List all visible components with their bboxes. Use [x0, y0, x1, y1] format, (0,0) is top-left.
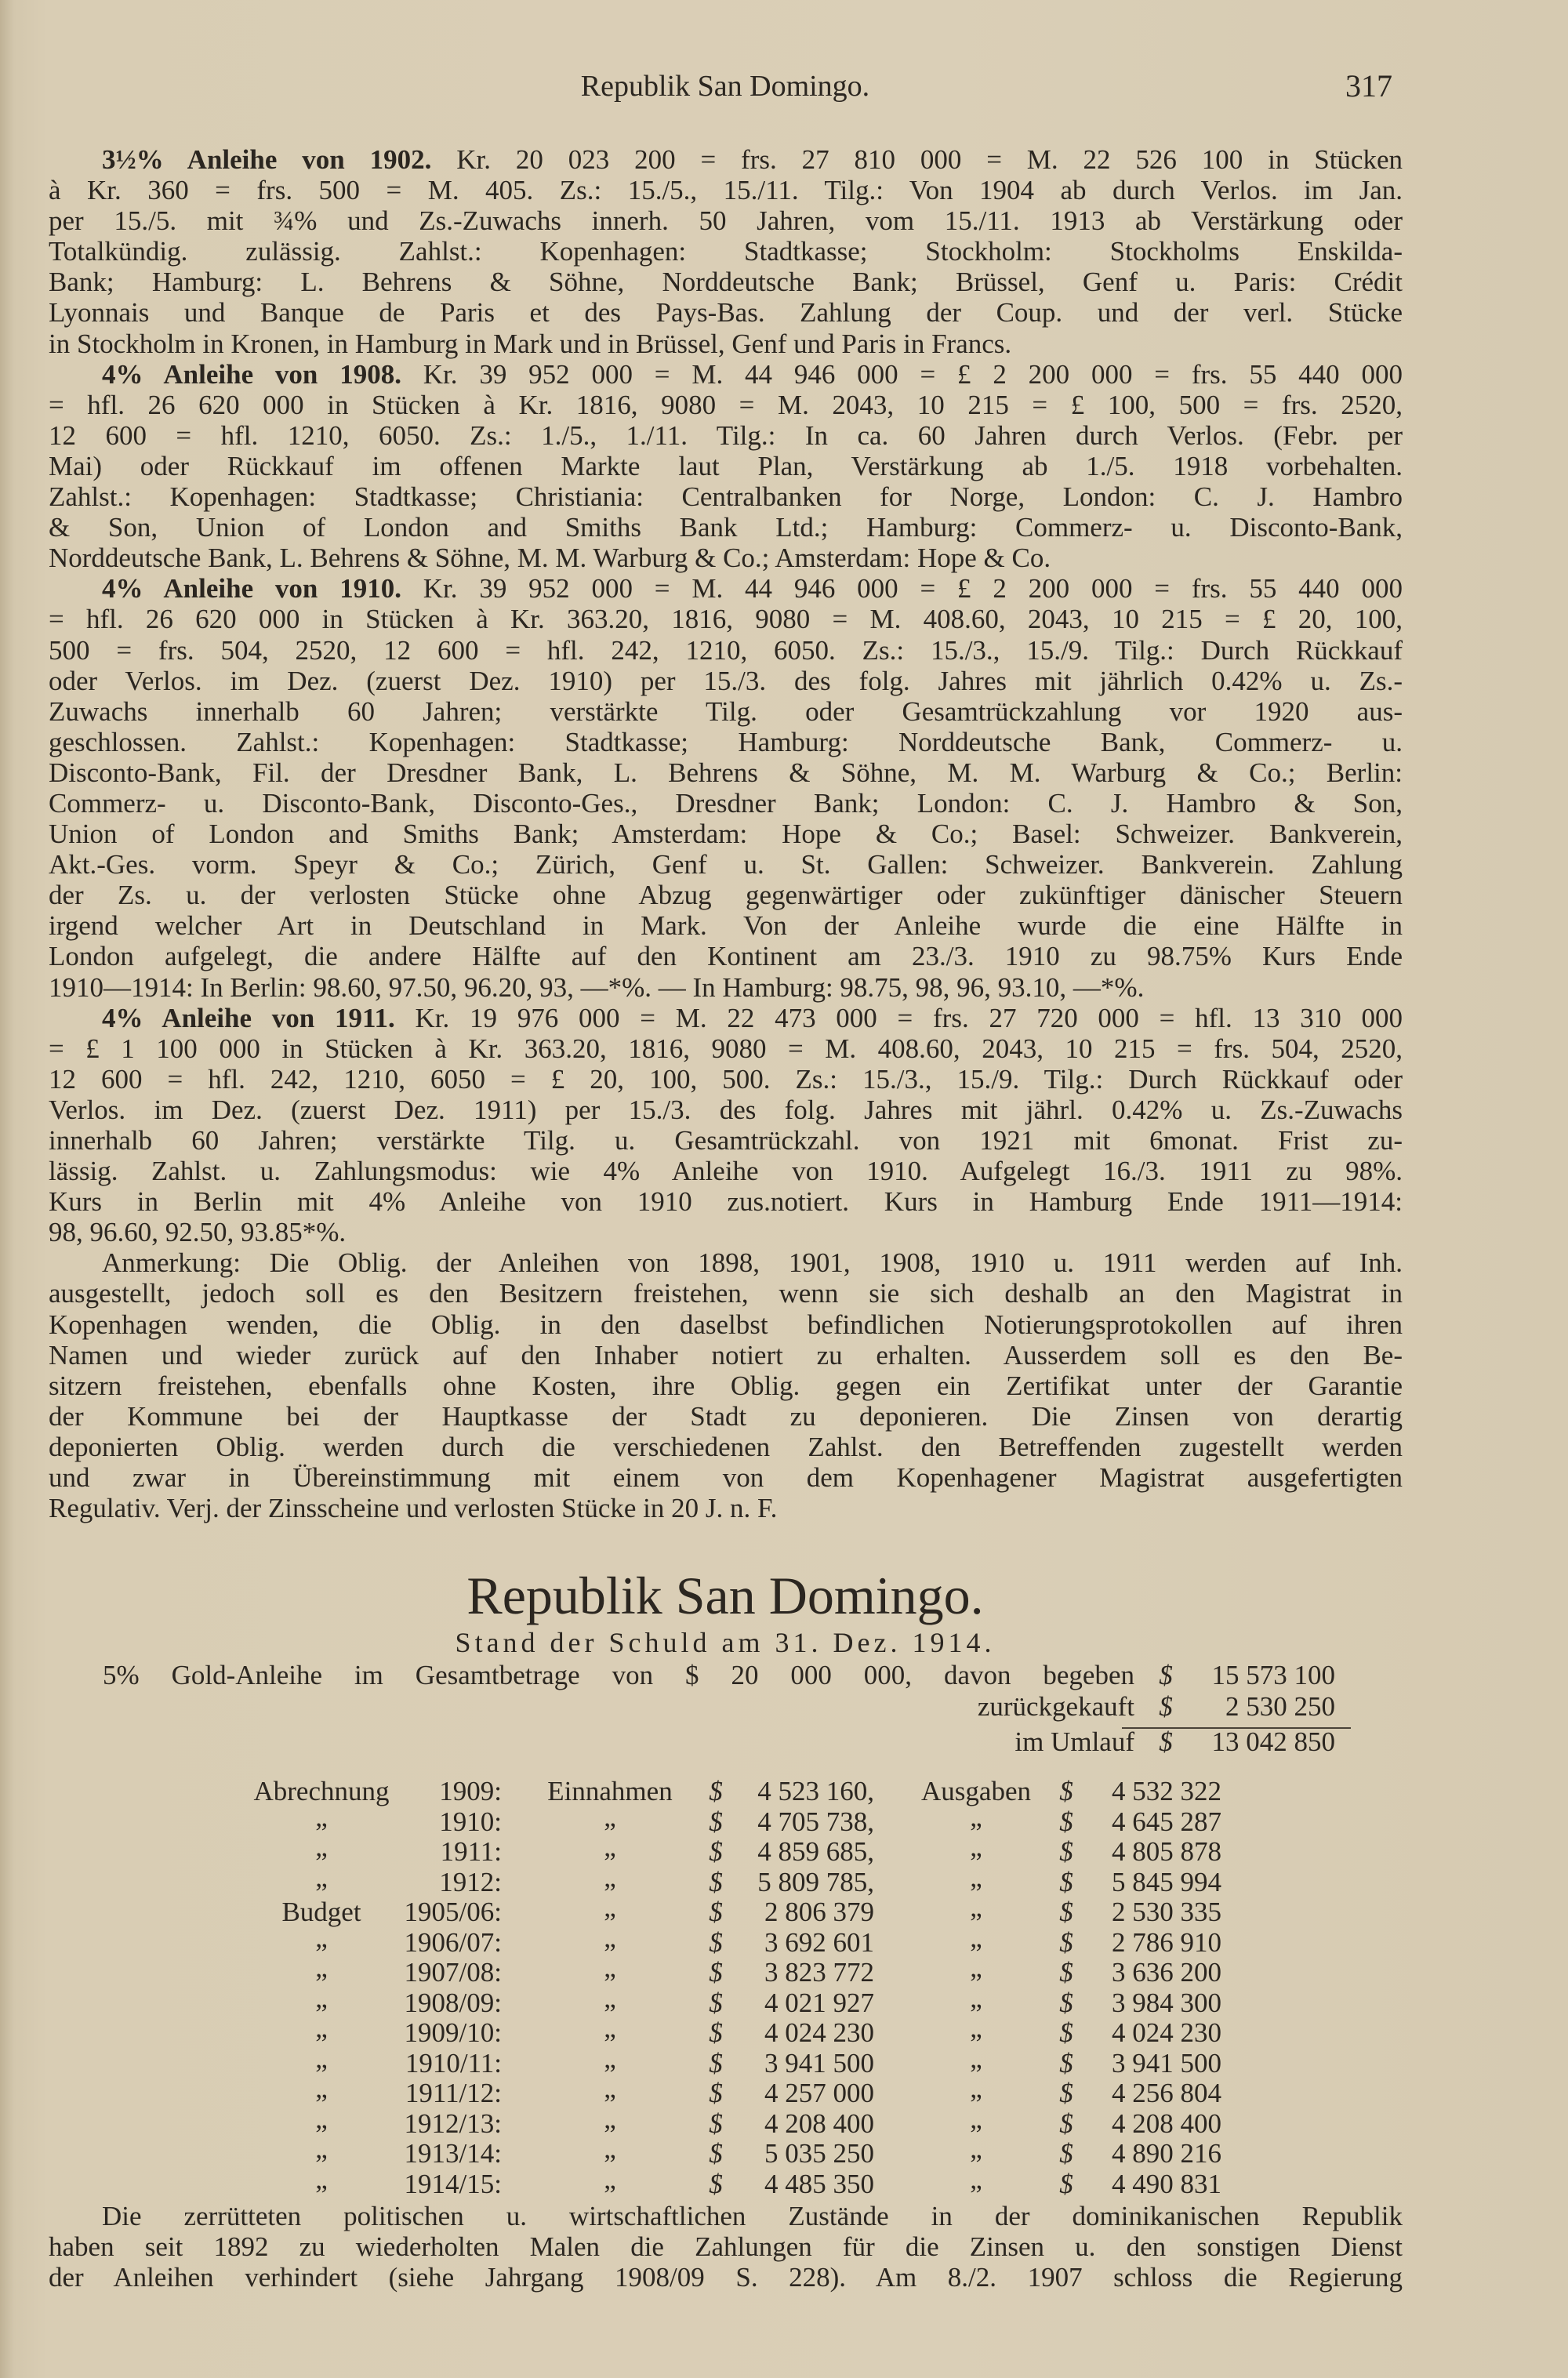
text-line: [49, 1278, 1403, 1309]
text-line: [49, 481, 1403, 512]
currency-symbol-text: $: [709, 2078, 723, 2108]
text-line: [49, 788, 1403, 819]
expense-value-text: 3 984 300: [1112, 1987, 1221, 2018]
line-text: Commerz- u. Disconto-Bank, Disconto-Ges., Dresdner Bank; London: C. J. Hambro & Son,: [49, 787, 1403, 819]
income-label-text: „: [604, 1952, 616, 1983]
row-year: [392, 2078, 502, 2109]
expense-label-text: „: [970, 2042, 982, 2074]
text-line: [49, 1125, 1403, 1156]
gold-loan-label: 5% Gold-Anleihe im Gesamtbetrage von $ 20 000 000, davon begeben: [103, 1660, 1134, 1690]
section-title: Republik San Domingo.: [466, 1566, 984, 1625]
expense-label-text: Ausgaben: [921, 1776, 1031, 1806]
row-year-text: 1911:: [440, 1836, 502, 1867]
line-text: Disconto-Bank, Fil. der Dresdner Bank, L. Behrens & Söhne, M. M. Warburg & Co.; Berlin:: [49, 757, 1403, 788]
line-text: Kr. 20 023 200 = frs. 27 810 000 = M. 22 526 100 in Stücken: [431, 144, 1403, 175]
expense-value: [1051, 1897, 1221, 1928]
income-label-text: „: [604, 2103, 616, 2134]
row-year: [392, 1988, 502, 2019]
bought-back-label: zurückgekauft: [977, 1691, 1134, 1722]
row-label-text: „: [315, 1922, 328, 1953]
expense-value: [1051, 1927, 1221, 1959]
expense-value-text: 4 024 230: [1112, 2017, 1221, 2048]
line-text: Kopenhagen wenden, die Oblig. in den daselbst befindlichen Notierungsprotokollen auf ihren: [49, 1309, 1403, 1340]
income-value: [706, 1776, 874, 1807]
expense-label-text: „: [970, 2073, 982, 2104]
loan-heading: 3½% Anleihe von 1902.: [102, 144, 432, 175]
income-value: [706, 2108, 874, 2140]
text-line: [49, 144, 1403, 175]
row-year: [392, 1776, 502, 1807]
line-text: 98, 96.60, 92.50, 93.85*%.: [49, 1217, 347, 1248]
line-text: 12 600 = hfl. 242, 1210, 6050 = £ 20, 100, 500. Zs.: 15./3., 15./9. Tilg.: Durch Rückkauf oder: [49, 1063, 1403, 1095]
row-label-text: „: [315, 1801, 328, 1832]
line-text: geschlossen. Zahlst.: Kopenhagen: Stadtkasse; Hamburg: Norddeutsche Bank, Commerz- u.: [49, 726, 1403, 757]
text-line: [49, 727, 1403, 757]
currency-symbol-text: $: [1059, 1866, 1073, 1897]
currency-symbol-text: $: [709, 2138, 723, 2169]
expense-label-text: „: [970, 1861, 982, 1893]
income-label-text: Einnahmen: [547, 1776, 673, 1806]
income-value-text: 4 859 685,: [757, 1836, 874, 1867]
row-year: [392, 2169, 502, 2200]
line-text: & Son, Union of London and Smiths Bank Ltd.; Hamburg: Commerz- u. Disconto-Bank,: [49, 512, 1403, 543]
income-value-text: 4 523 160,: [757, 1776, 874, 1806]
running-head: Republik San Domingo.: [580, 70, 870, 103]
text-line: [49, 972, 1403, 1003]
text-line: [49, 1247, 1403, 1278]
income-value: [706, 1988, 874, 2019]
text-line: haben seit 1892 zu wiederholten Malen die Zahlungen für die Zinsen u. den sonstigen Dienst: [49, 2231, 1403, 2263]
row-label-text: „: [315, 1861, 328, 1893]
currency-symbol-text: $: [709, 1957, 723, 1988]
text-line: [49, 1309, 1403, 1340]
text-line: [49, 543, 1403, 573]
text-line: [49, 1095, 1403, 1125]
line-text: Zuwachs innerhalb 60 Jahren; verstärkte Tilg. oder Gesamtrückzahlung vor 1920 aus-: [49, 695, 1403, 727]
income-label-text: „: [604, 1832, 616, 1862]
text-line: [49, 451, 1403, 481]
text-line: [49, 757, 1403, 788]
expense-value-text: 5 845 994: [1112, 1866, 1221, 1897]
text-line: [49, 236, 1403, 267]
income-value: [706, 2017, 874, 2049]
currency-symbol: $: [1159, 1660, 1173, 1690]
currency-symbol-text: $: [709, 1776, 723, 1806]
line-text: = hfl. 26 620 000 in Stücken à Kr. 1816, 9080 = M. 2043, 10 215 = £ 100, 500 = frs. 2520,: [49, 389, 1403, 420]
row-year-text: 1912:: [439, 1866, 502, 1897]
row-year-text: 1910/11:: [405, 2047, 502, 2078]
currency-symbol-text: $: [1059, 1776, 1073, 1806]
income-label-text: „: [604, 2073, 616, 2104]
text-line: [49, 205, 1403, 236]
line-text: Kr. 19 976 000 = M. 22 473 000 = frs. 27 720 000 = hfl. 13 310 000: [394, 1002, 1403, 1033]
currency-symbol-text: $: [1059, 1987, 1073, 2018]
text-line: [49, 635, 1403, 666]
row-year: [392, 2138, 502, 2169]
expense-value: [1051, 2017, 1221, 2049]
expense-label-text: „: [970, 1801, 982, 1832]
body-text: [49, 144, 1403, 1523]
currency-symbol-text: $: [1059, 2047, 1073, 2078]
expense-value: [1051, 1957, 1221, 1988]
section-subtitle: Stand der Schuld am 31. Dez. 1914.: [455, 1627, 996, 1658]
row-year-text: 1907/08:: [404, 1957, 502, 1988]
paragraph: [49, 359, 1403, 574]
row-year-text: 1910:: [439, 1806, 502, 1837]
currency-symbol-text: $: [709, 1926, 723, 1958]
line-text: Akt.-Ges. vorm. Speyr & Co.; Zürich, Genf u. St. Gallen: Schweizer. Bankverein. Zahlung: [49, 849, 1403, 880]
line-text: 500 = frs. 504, 2520, 12 600 = hfl. 242, 1210, 6050. Zs.: 15./3., 15./9. Tilg.: Durch Rückkauf: [49, 634, 1403, 666]
row-label-text: Budget: [281, 1897, 361, 1927]
currency-symbol-text: $: [709, 2168, 723, 2199]
income-value-text: 4 485 350: [764, 2168, 874, 2199]
row-year: [392, 1957, 502, 1988]
line-text: Bank; Hamburg: L. Behrens & Söhne, Norddeutsche Bank; Brüssel, Genf u. Paris: Crédit: [49, 267, 1403, 298]
income-label-text: „: [604, 2013, 616, 2043]
text-line: [49, 420, 1403, 451]
currency-symbol-text: $: [1059, 2138, 1073, 2169]
line-text: London aufgelegt, die andere Hälfte auf den Kontinent am 23./3. 1910 zu 98.75% Kurs Ende: [49, 941, 1403, 972]
line-text: in Stockholm in Kronen, in Hamburg in Mark und in Brüssel, Genf und Paris in Francs.: [49, 328, 1012, 359]
loan-heading: 4% Anleihe von 1910.: [102, 573, 401, 604]
expense-label: [894, 2163, 1058, 2200]
row-label-text: „: [315, 2163, 328, 2195]
expense-value: [1051, 2078, 1221, 2109]
line-text: à Kr. 360 = frs. 500 = M. 405. Zs.: 15./5., 15./11. Tilg.: Von 1904 ab durch Verlos. im Jan.: [49, 175, 1403, 206]
currency-symbol-text: $: [709, 1806, 723, 1837]
line-text: der Zs. u. der verlosten Stücke ohne Abzug gegenwärtiger oder zukünftiger dänischer Steuern: [49, 880, 1403, 911]
income-label-text: „: [604, 1892, 616, 1922]
row-year-text: 1909/10:: [404, 2017, 502, 2048]
line-text: 12 600 = hfl. 1210, 6050. Zs.: 1./5., 1./11. Tilg.: In ca. 60 Jahren durch Verlos. (Febr. per: [49, 419, 1403, 451]
line-text: Lyonnais und Banque de Paris et des Pays-Bas. Zahlung der Coup. und der verl. Stücke: [49, 297, 1403, 329]
row-year: [392, 2017, 502, 2049]
paragraph: [49, 573, 1403, 1002]
income-label-text: „: [604, 1922, 616, 1953]
income-value: [706, 2078, 874, 2109]
expense-value-text: 4 805 878: [1112, 1836, 1221, 1867]
text-line: der Anleihen verhindert (siehe Jahrgang 1908/09 S. 228). Am 8./2. 1907 schloss die Regierung: [49, 2262, 1403, 2293]
currency-symbol-text: $: [709, 2047, 723, 2078]
row-label-text: „: [315, 2013, 328, 2043]
currency-symbol-text: $: [709, 2017, 723, 2048]
expense-value-text: 4 208 400: [1112, 2108, 1221, 2139]
line-text: Zahlst.: Kopenhagen: Stadtkasse; Christiania: Centralbanken for Norge, London: C. J. Hambro: [49, 481, 1403, 513]
income-value: [706, 2138, 874, 2169]
expense-value: [1051, 2108, 1221, 2140]
text-line: [49, 1003, 1403, 1033]
expense-value-text: 3 941 500: [1112, 2047, 1221, 2078]
currency-symbol-text: $: [1059, 1926, 1073, 1958]
text-line: [49, 1156, 1403, 1186]
expense-label-text: „: [970, 2163, 982, 2195]
row-year-text: 1908/09:: [404, 1987, 502, 2018]
income-value: [706, 1867, 874, 1898]
row-year: [392, 1897, 502, 1928]
income-value-text: 4 024 230: [764, 2017, 874, 2048]
row-label-text: „: [315, 2133, 328, 2164]
text-line: [49, 1217, 1403, 1247]
circulation-label: im Umlauf: [1014, 1726, 1134, 1757]
expense-value-text: 4 532 322: [1112, 1776, 1221, 1806]
gold-loan-issued-value: 15 573 100: [1211, 1660, 1335, 1690]
line-text: Kr. 39 952 000 = M. 44 946 000 = £ 2 200 000 = frs. 55 440 000: [401, 358, 1403, 390]
income-value: [706, 2169, 874, 2200]
expense-value: [1051, 1806, 1221, 1838]
income-label-text: „: [604, 2163, 616, 2195]
text-line: [49, 359, 1403, 390]
line-text: = hfl. 26 620 000 in Stücken à Kr. 363.20, 1816, 9080 = M. 408.60, 2043, 10 215 = £ 20, 100,: [49, 604, 1403, 635]
income-value: [706, 2048, 874, 2079]
row-year: [392, 1927, 502, 1959]
text-line: [49, 1462, 1403, 1493]
row-year: [392, 2048, 502, 2079]
text-line: [49, 910, 1403, 941]
income-label-text: „: [604, 1801, 616, 1832]
expense-value-text: 4 890 216: [1112, 2138, 1221, 2169]
line-text: Anmerkung: Die Oblig. der Anleihen von 1898, 1901, 1908, 1910 u. 1911 werden auf Inh.: [102, 1247, 1403, 1279]
income-value-text: 4 208 400: [764, 2108, 874, 2139]
loan-heading: 4% Anleihe von 1908.: [102, 358, 401, 390]
paragraph: [49, 1247, 1403, 1523]
currency-symbol-text: $: [1059, 1897, 1073, 1927]
expense-label-text: „: [970, 2013, 982, 2043]
expense-value: [1051, 2048, 1221, 2079]
income-value-text: 3 692 601: [764, 1926, 874, 1958]
text-line: [49, 175, 1403, 205]
income-label: [524, 2163, 696, 2200]
currency-symbol-text: $: [1059, 1836, 1073, 1867]
text-line: [49, 512, 1403, 543]
row-label-text: „: [315, 2103, 328, 2134]
row-label-text: „: [315, 2042, 328, 2074]
text-line: [49, 1033, 1403, 1064]
currency-symbol: $: [1159, 1726, 1173, 1757]
expense-value: [1051, 1836, 1221, 1868]
line-text: Regulativ. Verj. der Zinsscheine und verlosten Stücke in 20 J. n. F.: [49, 1493, 778, 1524]
currency-symbol-text: $: [1059, 2168, 1073, 2199]
line-text: Kr. 39 952 000 = M. 44 946 000 = £ 2 200 000 = frs. 55 440 000: [401, 573, 1403, 604]
text-line: [49, 1371, 1403, 1401]
expense-label-text: „: [970, 2103, 982, 2134]
line-text: oder Verlos. im Dez. (zuerst Dez. 1910) per 15./3. des folg. Jahres mit jährlich 0.42% u. Zs.-: [49, 665, 1403, 696]
row-label-text: „: [315, 1982, 328, 2013]
income-value-text: 4 021 927: [764, 1987, 874, 2018]
row-label-text: „: [315, 1952, 328, 1983]
circulation-value: 13 042 850: [1211, 1726, 1335, 1757]
income-value-text: 5 809 785,: [757, 1866, 874, 1897]
line-text: deponierten Oblig. werden durch die verschiedenen Zahlst. den Betreffenden zugestellt werden: [49, 1431, 1403, 1462]
expense-value: [1051, 2138, 1221, 2169]
income-value: [706, 1957, 874, 1988]
expense-label-text: „: [970, 2133, 982, 2164]
text-line: Die zerrütteten politischen u. wirtschaftlichen Zustände in der dominikanischen Republik: [102, 2201, 1403, 2231]
income-value-text: 4 705 738,: [757, 1806, 874, 1837]
row-year-text: 1912/13:: [404, 2108, 502, 2139]
text-line: [49, 329, 1403, 359]
currency-symbol-text: $: [1059, 2078, 1073, 2108]
currency-symbol-text: $: [709, 1897, 723, 1927]
row-year: [392, 1806, 502, 1838]
income-label-text: „: [604, 2042, 616, 2074]
expense-label-text: „: [970, 1982, 982, 2013]
currency-symbol-text: $: [709, 1987, 723, 2018]
text-line: [49, 1432, 1403, 1462]
expense-value-text: 2 786 910: [1112, 1926, 1221, 1958]
income-value-text: 4 257 000: [764, 2078, 874, 2108]
expense-value: [1051, 1867, 1221, 1898]
line-text: und zwar in Übereinstimmung mit einem von dem Kopenhagener Magistrat ausgefertigten: [49, 1462, 1403, 1494]
loan-heading: 4% Anleihe von 1911.: [102, 1002, 395, 1033]
income-value-text: 2 806 379: [764, 1897, 874, 1927]
line-text: ausgestellt, jedoch soll es den Besitzern freistehen, wenn sie sich deshalb an den Magistrat in: [49, 1278, 1403, 1309]
line-text: Kurs in Berlin mit 4% Anleihe von 1910 zus.notiert. Kurs in Hamburg Ende 1911—1914:: [49, 1186, 1403, 1218]
text-line: [49, 941, 1403, 971]
expense-value-text: 3 636 200: [1112, 1957, 1221, 1988]
currency-symbol-text: $: [1059, 2108, 1073, 2139]
line-text: Totalkündig. zulässig. Zahlst.: Kopenhagen: Stadtkasse; Stockholm: Stockholms Enskilda-: [49, 236, 1403, 267]
currency-symbol-text: $: [1059, 1806, 1073, 1837]
expense-value: [1051, 1776, 1221, 1807]
line-text: irgend welcher Art in Deutschland in Mark. Von der Anleihe wurde die eine Hälfte in: [49, 910, 1403, 942]
expense-value-text: 4 490 831: [1112, 2168, 1221, 2199]
line-text: Namen und wieder zurück auf den Inhaber notiert zu erhalten. Ausserdem soll es den Be-: [49, 1339, 1403, 1371]
line-text: Mai) oder Rückkauf im offenen Markte laut Plan, Verstärkung ab 1./5. 1918 vorbehalten.: [49, 450, 1403, 481]
currency-symbol-text: $: [709, 1836, 723, 1867]
line-text: Norddeutsche Bank, L. Behrens & Söhne, M. M. Warburg & Co.; Amsterdam: Hope & Co.: [49, 543, 1051, 574]
row-year-text: 1914/15:: [404, 2168, 502, 2199]
expense-value-text: 4 645 287: [1112, 1806, 1221, 1837]
text-line: [49, 880, 1403, 910]
expense-value-text: 2 530 335: [1112, 1897, 1221, 1927]
income-label-text: „: [604, 1861, 616, 1893]
income-value-text: 5 035 250: [764, 2138, 874, 2169]
text-line: [49, 297, 1403, 328]
row-year: [392, 1836, 502, 1868]
paragraph: [49, 1003, 1403, 1248]
row-label-text: „: [315, 2073, 328, 2104]
currency-symbol: $: [1159, 1691, 1173, 1722]
expense-label-text: „: [970, 1892, 982, 1922]
expense-value-text: 4 256 804: [1112, 2078, 1221, 2108]
row-label-text: Abrechnung: [253, 1776, 390, 1806]
row-year: [392, 1867, 502, 1898]
line-text: der Kommune bei der Hauptkasse der Stadt zu deponieren. Die Zinsen von derartig: [49, 1400, 1403, 1432]
line-text: per 15./5. mit ¾% und Zs.-Zuwachs innerh. 50 Jahren, vom 15./11. 1913 ab Verstärkung oder: [49, 205, 1403, 237]
row-label: [235, 1861, 408, 1898]
income-label-text: „: [604, 2133, 616, 2164]
income-value: [706, 1836, 874, 1868]
line-text: 1910—1914: In Berlin: 98.60, 97.50, 96.20, 93, —*%. — In Hamburg: 98.75, 98, 96, 93.10, —*%.: [49, 971, 1145, 1003]
income-value: [706, 1806, 874, 1838]
text-line: [49, 573, 1403, 604]
expense-value: [1051, 2169, 1221, 2200]
line-text: Verlos. im Dez. (zuerst Dez. 1911) per 15./3. des folg. Jahres mit jährl. 0.42% u. Zs.-Zuwachs: [49, 1094, 1403, 1125]
expense-label-text: „: [970, 1952, 982, 1983]
page-number: 317: [1345, 68, 1392, 103]
row-year-text: 1909:: [439, 1776, 502, 1806]
income-value: [706, 1927, 874, 1959]
text-line: [49, 1401, 1403, 1432]
text-line: [49, 819, 1403, 849]
expense-value: [1051, 1988, 1221, 2019]
expense-label-text: „: [970, 1832, 982, 1862]
currency-symbol-text: $: [1059, 1957, 1073, 1988]
text-line: [49, 604, 1403, 634]
expense-label-text: „: [970, 1922, 982, 1953]
text-line: [49, 1493, 1403, 1523]
text-line: [49, 390, 1403, 420]
text-line: [49, 1064, 1403, 1095]
paragraph: [49, 144, 1403, 359]
footer-text: [49, 2201, 1403, 2293]
income-value-text: 3 941 500: [764, 2047, 874, 2078]
text-line: [49, 666, 1403, 696]
income-label-text: „: [604, 1982, 616, 2013]
text-line: [49, 849, 1403, 880]
currency-symbol-text: $: [709, 1866, 723, 1897]
row-year-text: 1905/06:: [404, 1897, 502, 1927]
line-text: Union of London and Smiths Bank; Amsterdam: Hope & Co.; Basel: Schweizer. Bankverein,: [49, 819, 1403, 850]
line-text: sitzern freistehen, ebenfalls ohne Kosten, ihre Oblig. gegen ein Zertifikat unter der Garantie: [49, 1370, 1403, 1401]
row-year: [392, 2108, 502, 2140]
text-line: [49, 696, 1403, 727]
line-text: lässig. Zahlst. u. Zahlungsmodus: wie 4% Anleihe von 1910. Aufgelegt 16./3. 1911 zu 98%.: [49, 1156, 1403, 1187]
currency-symbol-text: $: [709, 2108, 723, 2139]
currency-symbol-text: $: [1059, 2017, 1073, 2048]
bought-back-value: 2 530 250: [1225, 1691, 1335, 1722]
text-line: [49, 1340, 1403, 1371]
row-year-text: 1911/12:: [405, 2078, 502, 2108]
row-label: [235, 2163, 408, 2200]
line-text: = £ 1 100 000 in Stücken à Kr. 363.20, 1816, 9080 = M. 408.60, 2043, 10 215 = frs. 504, 2520,: [49, 1033, 1403, 1064]
text-line: [49, 1186, 1403, 1217]
line-text: innerhalb 60 Jahren; verstärkte Tilg. u. Gesamtrückzahl. von 1921 mit 6monat. Frist zu-: [49, 1125, 1403, 1156]
income-value: [706, 1897, 874, 1928]
row-year-text: 1906/07:: [404, 1926, 502, 1958]
income-value-text: 3 823 772: [764, 1957, 874, 1988]
row-year-text: 1913/14:: [404, 2138, 502, 2169]
row-label-text: „: [315, 1832, 328, 1862]
text-line: [49, 267, 1403, 297]
